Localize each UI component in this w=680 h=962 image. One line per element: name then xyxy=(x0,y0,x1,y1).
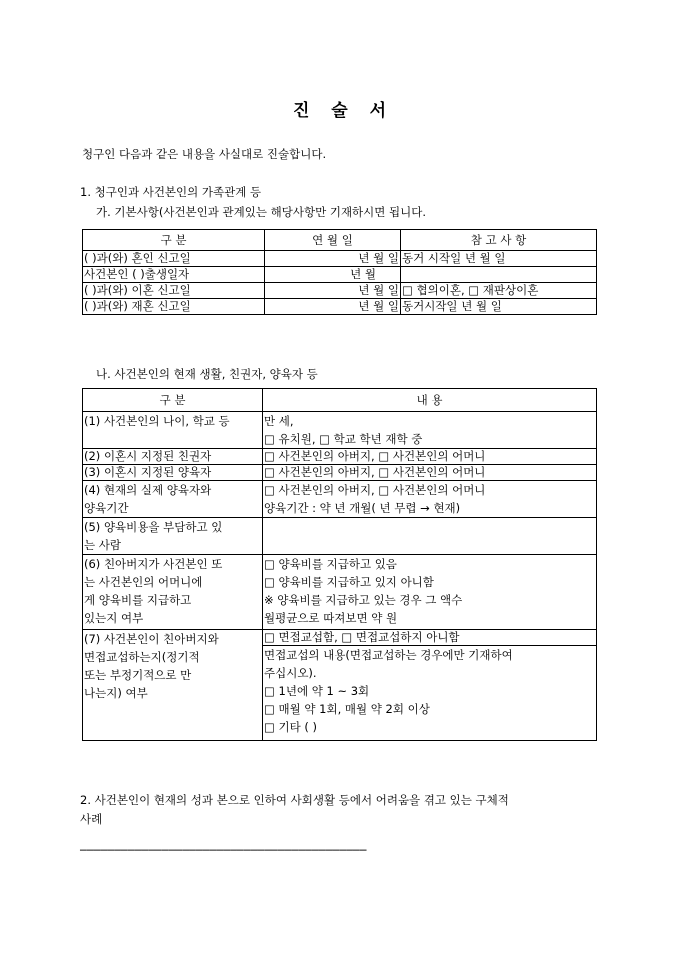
row-label: (1) 사건본인의 나이, 학교 등 xyxy=(84,414,230,428)
row-label: 있는지 여부 xyxy=(84,611,144,625)
row-content[interactable]: 월평균으로 따져보면 약 원 xyxy=(264,611,398,625)
table-cell[interactable]: □ 협의이혼, □ 재판상이혼 xyxy=(401,283,597,299)
section-b-heading: 나. 사건본인의 현재 생활, 친권자, 양육자 등 xyxy=(96,367,318,381)
row-content: 주십시오). xyxy=(264,666,317,680)
checkbox-option[interactable]: □ 1년에 약 1 ~ 3회 xyxy=(264,684,370,698)
checkbox-option[interactable]: □ 면접교섭함, □ 면접교섭하지 아니함 xyxy=(264,630,460,644)
header-notes: 참 고 사 항 xyxy=(401,230,597,251)
checkbox-option[interactable]: □ 기타 ( ) xyxy=(264,720,318,734)
header-content: 내 용 xyxy=(263,389,597,412)
section2-line2: 사례 xyxy=(80,812,103,826)
table-cell[interactable]: ( )과(와) 재혼 신고일 xyxy=(83,299,265,315)
row-label: (3) 이혼시 지정된 양육자 xyxy=(84,465,212,479)
row-content[interactable]: 양육기간 : 약 년 개월( 년 무렵 → 현재) xyxy=(264,501,461,515)
row-label: 는 사람 xyxy=(84,538,121,552)
header-category: 구 분 xyxy=(83,389,263,412)
row-content: ※ 양육비를 지급하고 있는 경우 그 액수 xyxy=(264,593,463,607)
row-label: (6) 친아버지가 사건본인 또 xyxy=(84,557,223,571)
row-label: 면접교섭하는지(정기적 xyxy=(84,650,200,664)
row-label: 는 사건본인의 어머니에 xyxy=(84,575,203,589)
row-label: (7) 사건본인이 친아버지와 xyxy=(84,632,219,646)
row-content-empty[interactable] xyxy=(263,518,597,555)
row-label: (5) 양육비용을 부담하고 있 xyxy=(84,520,223,534)
section1-subheading: 가. 기본사항(사건본인과 관계있는 해당사항만 기재하시면 됩니다. xyxy=(96,205,427,219)
current-status-table xyxy=(82,388,597,741)
row-content[interactable]: 만 세, xyxy=(264,414,294,428)
row-label: 나는지) 여부 xyxy=(84,686,148,700)
basic-info-table xyxy=(82,229,597,315)
table-cell[interactable]: 년 월 일 xyxy=(265,299,401,315)
table-cell[interactable]: 동거 시작일 년 월 일 xyxy=(401,251,597,267)
header-date: 연 월 일 xyxy=(265,230,401,251)
row-label: 게 양육비를 지급하고 xyxy=(84,593,192,607)
row-content[interactable]: □ 사건본인의 아버지, □ 사건본인의 어머니 xyxy=(264,483,486,497)
page-title: 진 술 서 xyxy=(292,101,388,121)
header-category: 구 분 xyxy=(83,230,265,251)
table-cell[interactable]: 동거시작일 년 월 일 xyxy=(401,299,597,315)
table-cell[interactable]: 년 월 xyxy=(265,267,401,283)
row-label: (2) 이혼시 지정된 친권자 xyxy=(84,449,212,463)
table-cell[interactable]: 사건본인 ( )출생일자 xyxy=(83,267,265,283)
answer-blank-line[interactable]: ────────────────────────────────────────── xyxy=(80,844,367,857)
table-cell[interactable] xyxy=(401,267,597,283)
table-cell[interactable]: ( )과(와) 이혼 신고일 xyxy=(83,283,265,299)
row-content[interactable]: □ 사건본인의 아버지, □ 사건본인의 어머니 xyxy=(264,465,486,479)
checkbox-option[interactable]: □ 양육비를 지급하고 있음 xyxy=(264,557,397,571)
row-label: 또는 부정기적으로 만 xyxy=(84,668,192,682)
checkbox-option[interactable]: □ 매월 약 1회, 매월 약 2회 이상 xyxy=(264,702,430,716)
intro-text: 청구인 다음과 같은 내용을 사실대로 진술합니다. xyxy=(82,147,327,161)
section2-line1: 2. 사건본인이 현재의 성과 본으로 인하여 사회생활 등에서 어려움을 겪고 있는 구체적 xyxy=(80,793,509,807)
table-cell[interactable]: 년 월 일 xyxy=(265,251,401,267)
section1-heading: 1. 청구인과 사건본인의 가족관계 등 xyxy=(80,185,262,199)
row-content: 면접교섭의 내용(면접교섭하는 경우에만 기재하여 xyxy=(264,648,513,662)
row-content[interactable]: □ 유치원, □ 학교 학년 재학 중 xyxy=(264,432,423,446)
table-cell[interactable]: ( )과(와) 혼인 신고일 xyxy=(83,251,265,267)
row-label: (4) 현재의 실제 양육자와 xyxy=(84,483,212,497)
row-label: 양육기간 xyxy=(84,501,129,515)
table-cell[interactable]: 년 월 일 xyxy=(265,283,401,299)
checkbox-option[interactable]: □ 양육비를 지급하고 있지 아니함 xyxy=(264,575,434,589)
row-content[interactable]: □ 사건본인의 아버지, □ 사건본인의 어머니 xyxy=(264,449,486,463)
